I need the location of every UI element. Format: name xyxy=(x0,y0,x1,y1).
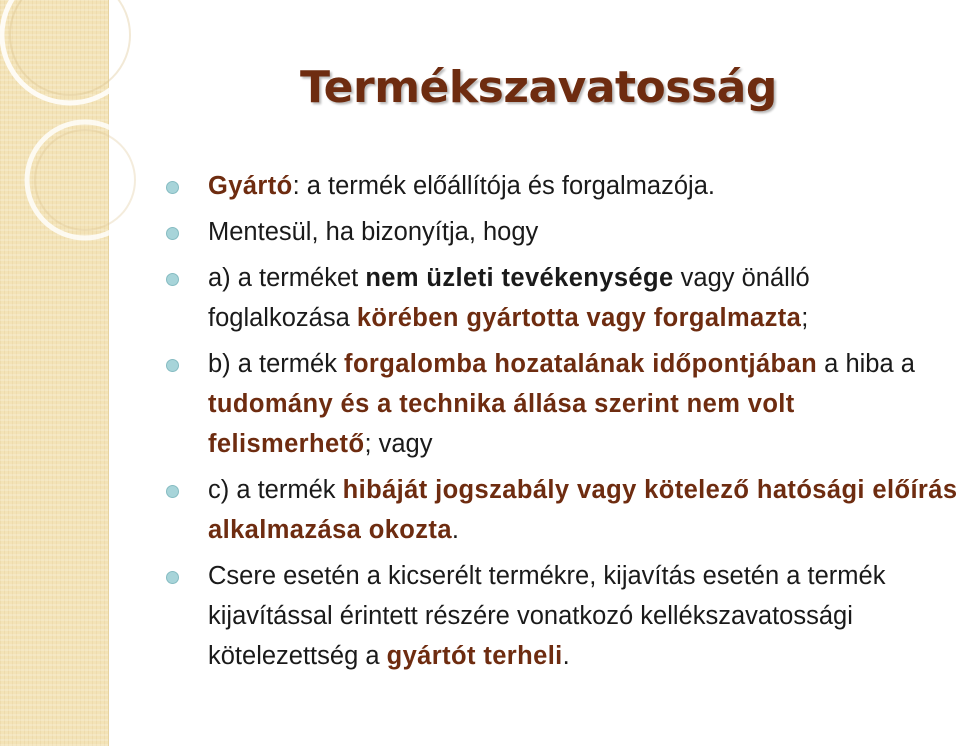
emphasis-text: forgalomba hozatalának időpontjában xyxy=(344,350,818,378)
item-text: ; xyxy=(801,304,809,332)
bullet-list xyxy=(158,166,958,682)
item-text: . xyxy=(562,642,570,670)
item-text: vagy önálló foglalkozása xyxy=(208,264,810,332)
item-text: a) a terméket xyxy=(208,264,366,292)
emphasis-text: tudomány és a technika állása szerint nem volt felismerhető xyxy=(208,390,795,458)
item-text: a hiba a xyxy=(817,350,915,378)
list-item xyxy=(158,166,958,206)
bullet-icon xyxy=(166,359,179,372)
bullet-icon xyxy=(166,181,179,194)
list-item xyxy=(158,556,958,676)
bullet-icon xyxy=(166,273,179,286)
item-text: c) a termék xyxy=(208,476,343,504)
list-item xyxy=(158,470,958,550)
emphasis-text: hibáját jogszabály vagy kötelező hatósági előírás alkalmazása okozta xyxy=(208,476,958,544)
item-text: Csere esetén a kicserélt termékre, kijavítás esetén a termék kijavítással érintett részére vonatkozó kellékszavatossági kötelezettség a xyxy=(208,562,886,670)
bullet-icon xyxy=(166,227,179,240)
emphasis-text: nem üzleti tevékenysége xyxy=(365,264,674,292)
emphasis-text: körében gyártotta vagy forgalmazta xyxy=(356,304,802,332)
list-item xyxy=(158,258,958,338)
list-item xyxy=(158,212,958,252)
list-item xyxy=(158,344,958,464)
item-text: . xyxy=(451,516,460,544)
item-text: ; vagy xyxy=(364,430,433,458)
page-title: Termékszavatosság xyxy=(300,62,777,113)
item-text: b) a termék xyxy=(208,350,345,378)
bullet-icon xyxy=(166,485,179,498)
item-text: : a termék előállítója és forgalmazója. xyxy=(292,172,715,200)
item-text: Mentesül, ha bizonyítja, hogy xyxy=(208,218,539,246)
bullet-icon xyxy=(166,571,179,584)
term-label: Gyártó xyxy=(208,172,293,200)
emphasis-text: gyártót terheli xyxy=(386,642,563,670)
